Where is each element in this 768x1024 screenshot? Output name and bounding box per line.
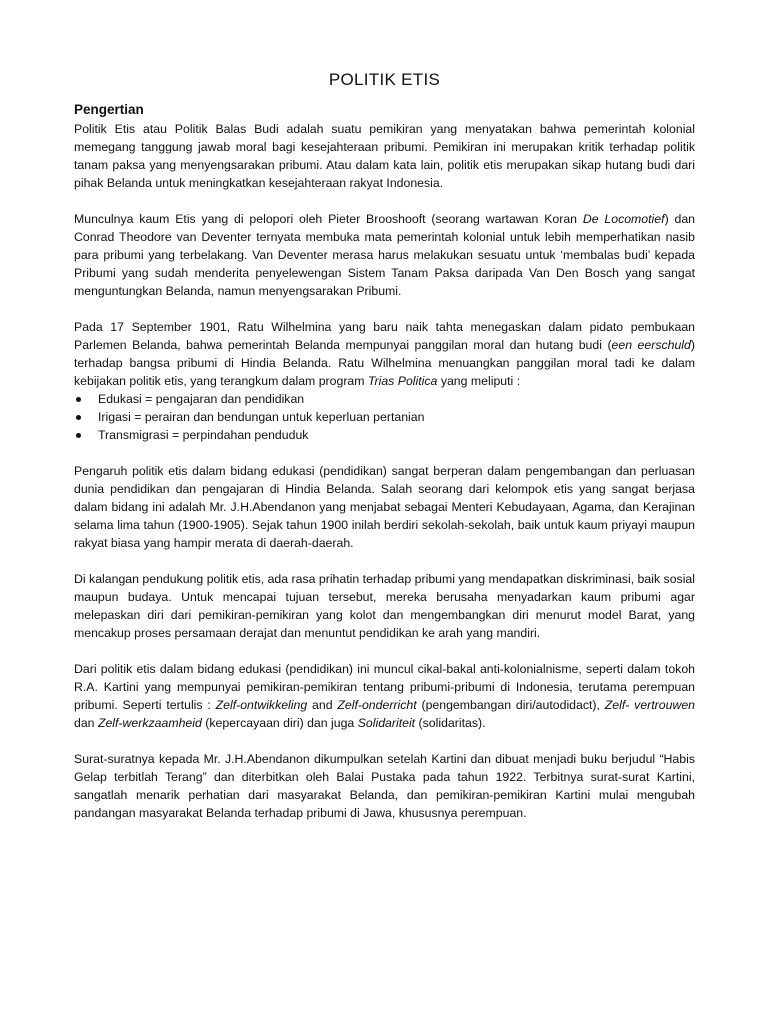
list-item-text: Transmigrasi = perpindahan penduduk [98,428,309,442]
list-item [74,426,695,444]
bullet-icon [76,415,81,420]
text-run: ) terhadap bangsa pribumi di Hindia Belanda. Ratu Wilhelmina menuangkan panggilan moral tadi ke dalam kebijakan politik etis, yang terangkum dalam program [74,338,695,388]
text-run: and [307,698,338,712]
paragraph-kaum-etis [74,210,695,300]
paragraph-edukasi: Pengaruh politik etis dalam bidang edukasi (pendidikan) sangat berperan dalam pengembangan dan perluasan dunia pendidikan dan pengajaran di Hindia Belanda. Salah seorang dari kelompok etis yang sangat berjasa dalam bidang ini adalah Mr. J.H.Abendanon yang menjabat sebagai Menteri Kebudayaan, Agama, dan Kerajinan selama lima tahun (1900-1905). Sejak tahun 1900 inilah berdiri sekolah-sekolah, baik untuk kaum priyayi maupun rakyat biasa yang hampir merata di daerah-daerah. [74,464,695,550]
text-run: (kepercayaan diri) dan juga [201,716,358,730]
document-page [74,70,695,840]
paragraph-pendukung: Di kalangan pendukung politik etis, ada rasa prihatin terhadap pribumi yang mendapatkan diskriminasi, baik sosial maupun budaya. Untuk mencapai tujuan tersebut, mereka berusaha menyadarkan kaum pribumi agar melepaskan diri dari pemikiran-pemikiran yang kolot dan mengembangkan diri menurut model Barat, yang mencakup proses persamaan derajat dan menuntut pendidikan ke arah yang mandiri. [74,572,695,640]
term-een-eerschuld: een eerschuld [611,338,691,352]
term-zelf-ontwikkeling: Zelf-ontwikkeling [215,698,308,712]
document-title: POLITIK ETIS [328,70,441,89]
list-item [74,390,695,408]
bullet-icon [76,433,81,438]
section-heading: Pengertian [74,102,144,117]
paragraph-wilhelmina [74,318,695,390]
term-zelf-werkzaamheid: Zelf-werkzaamheid [97,716,202,730]
list-item-text: Edukasi = pengajaran dan pendidikan [98,392,305,406]
text-run: Dari politik etis dalam bidang edukasi (pendidikan) ini muncul cikal-bakal anti-kolonialnisme, seperti dalam tokoh R.A. Kartini yang mempunyai pemikiran-pemikiran tentang pribumi-pribumi di Indonesia, terutama perempuan pribumi. Seperti tertulis : [74,662,695,712]
text-run: Pada 17 September 1901, Ratu Wilhelmina yang baru naik tahta menegaskan dalam pidato pembukaan Parlemen Belanda, bahwa pemerintah Belanda mempunyai panggilan moral dan hutang budi ( [74,320,695,352]
term-solidariteit: Solidariteit [357,716,416,730]
paragraph-kartini [74,660,695,732]
term-zelf-onderricht: Zelf-onderricht [337,698,417,712]
text-run: yang meliputi : [437,374,521,388]
trias-politica-list [74,390,695,444]
newspaper-name: De Locomotief [582,212,665,226]
paragraph-surat-kartini: Surat-suratnya kepada Mr. J.H.Abendanon dikumpulkan setelah Kartini dan dibuat menjadi buku berjudul “Habis Gelap terbitlah Terang” dan diterbitkan oleh Balai Pustaka pada tahun 1922. Terbitnya surat-surat Kartini, sangatlah menarik perhatian dari masyarakat Belanda, dan pemikiran-pemikiran Kartini mulai mengubah pandangan masyarakat Belanda terhadap pribumi di Jawa, khususnya perempuan. [74,752,695,820]
text-run: (pengembangan diri/autodidact), [416,698,605,712]
term-trias-politica: Trias Politica [367,374,438,388]
paragraph-definition: Politik Etis atau Politik Balas Budi adalah suatu pemikiran yang menyatakan bahwa pemerintah kolonial memegang tanggung jawab moral bagi kesejahteraan pribumi. Pemikiran ini merupakan kritik terhadap politik tanam paksa yang menyengsarakan pribumi. Atau dalam kata lain, politik etis merupakan sikap hutang budi dari pihak Belanda untuk meningkatkan kesejahteraan rakyat Indonesia. [74,122,695,190]
term-zelf-vertrouwen: Zelf- vertrouwen [604,698,696,712]
list-item-text: Irigasi = perairan dan bendungan untuk keperluan pertanian [98,410,425,424]
text-run: ) dan Conrad Theodore van Deventer ternyata membuka mata pemerintah kolonial untuk lebih memperhatikan nasib para pribumi yang terbelakang. Van Deventer merasa harus melakukan sesuatu untuk ‘membalas budi’ kepada Pribumi yang sudah menderita penyelewengan Sistem Tanam Paksa daripada Van Den Bosch yang sangat menguntungkan Belanda, namun menyengsarakan Pribumi. [74,212,696,298]
text-run: Munculnya kaum Etis yang di pelopori oleh Pieter Brooshooft (seorang wartawan Koran [74,212,583,226]
text-run: dan [74,716,98,730]
bullet-icon [76,397,81,402]
list-item [74,408,695,426]
text-run: (solidaritas). [415,716,486,730]
